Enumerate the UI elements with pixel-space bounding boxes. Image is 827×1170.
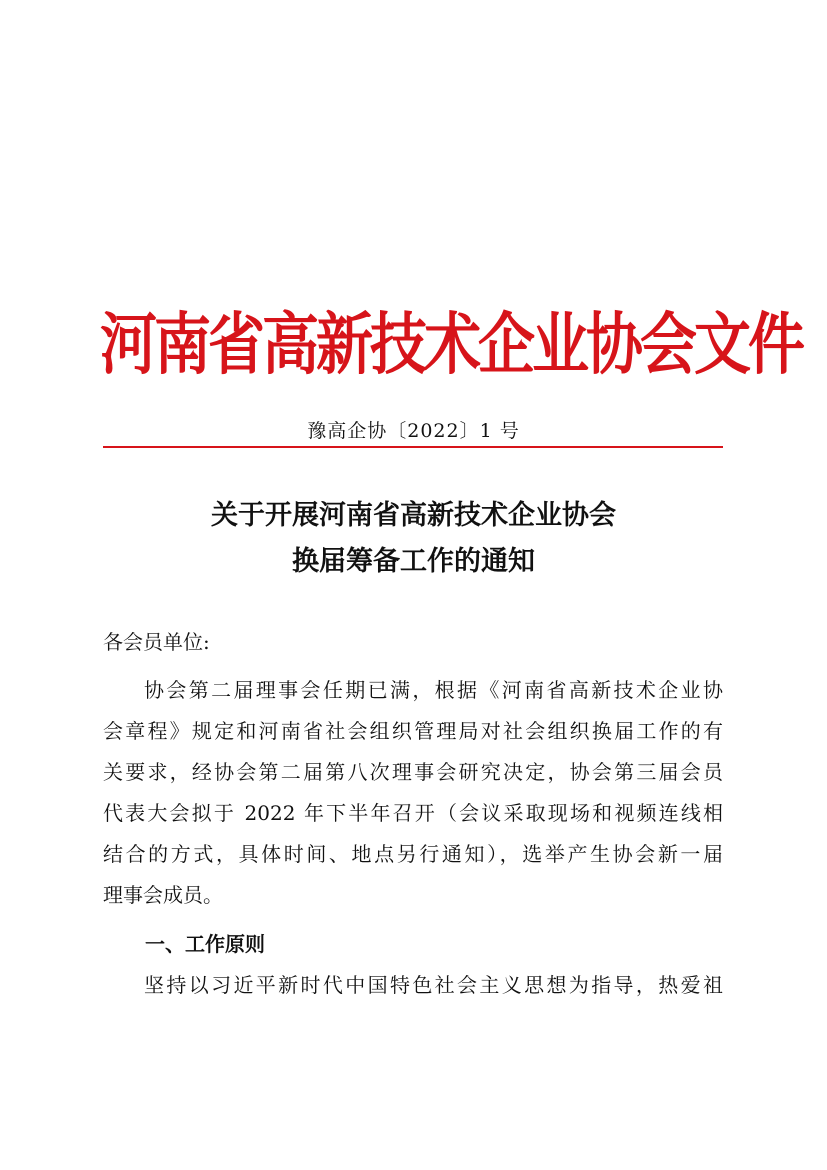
paragraph-line: 会章程》规定和河南省社会组织管理局对社会组织换届工作的有 — [103, 719, 723, 743]
salutation: 各会员单位: — [103, 630, 210, 654]
paragraph-line: 代表大会拟于 2022 年下半年召开（会议采取现场和视频连线相 — [103, 801, 723, 825]
document-number: 豫高企协〔2022〕1 号 — [307, 420, 520, 442]
paragraph-line: 坚持以习近平新时代中国特色社会主义思想为指导，热爱祖 — [144, 973, 723, 997]
notice-title-line-1: 关于开展河南省高新技术企业协会 — [211, 500, 616, 531]
notice-title — [100, 493, 727, 585]
section-heading-work-principles: 一、工作原则 — [145, 932, 265, 956]
paragraph-line: 关要求，经协会第二届第八次理事会研究决定，协会第三届会员 — [103, 760, 723, 784]
paragraph-line: 结合的方式，具体时间、地点另行通知），选举产生协会新一届 — [103, 842, 723, 866]
red-divider-line — [103, 446, 723, 448]
paragraph-line: 理事会成员。 — [103, 883, 223, 907]
paragraph-line: 协会第二届理事会任期已满，根据《河南省高新技术企业协 — [144, 678, 723, 702]
masthead-title: 河南省高新技术企业协会文件 — [100, 306, 802, 384]
notice-title-line-2: 换届筹备工作的通知 — [292, 546, 535, 577]
